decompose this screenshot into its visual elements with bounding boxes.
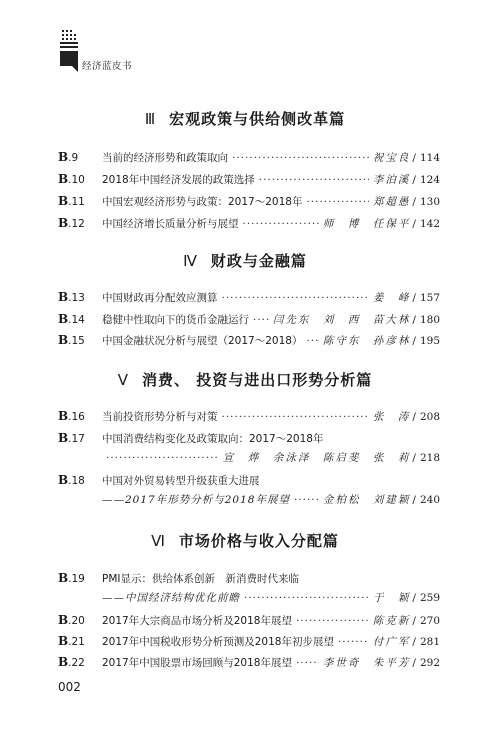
page-header xyxy=(58,28,218,78)
toc-entry[interactable]: B.22 2017年中国股票市场回顾与2018年展望 ····· 李世奇 朱平芳 / 292 xyxy=(58,652,440,672)
entry-author: 宣 烨 余泳泽 陈启斐 张 莉 xyxy=(222,452,411,464)
entry-page: 157 xyxy=(419,292,440,304)
section-numeral: Ⅵ xyxy=(151,532,165,550)
section-title-text: 消费、 投资与进出口形势分析篇 xyxy=(142,371,373,389)
entry-author: 郑超愚 xyxy=(372,196,411,208)
section-title xyxy=(40,369,450,390)
leader-dots xyxy=(253,310,269,330)
entry-code: B.9 xyxy=(58,150,79,164)
entry-title: 2017年大宗商品市场分析及2018年展望 xyxy=(102,615,292,627)
entry-page: 270 xyxy=(419,615,440,627)
leader-dots xyxy=(306,192,368,212)
toc-entry[interactable]: B.16 当前投资形势分析与对策 ····· 张 涛 / 208 xyxy=(58,406,440,426)
entry-title: 中国财政再分配效应测算 xyxy=(102,292,218,304)
entry-code: B.12 xyxy=(58,216,85,230)
toc-entry[interactable]: B.18 中国对外贸易转型升级获重大进展 ——2017年形势分析与2018年展望 ····· 金柏松 刘建颖 / 240 xyxy=(58,470,440,510)
toc-entry[interactable]: B.17 中国消费结构变化及政策取向：2017～2018年 ····· 宣 烨 余泳泽 陈启斐 张 莉 / 218 xyxy=(58,428,440,468)
entry-page: 142 xyxy=(419,218,440,230)
toc-entry[interactable]: B.12 中国经济增长质量分析与展望 ····· 师 博 任保平 / 142 xyxy=(58,213,440,233)
entry-title: 稳健中性取向下的货币金融运行 xyxy=(102,314,249,326)
entry-author: 陈守东 孙彦林 xyxy=(322,335,411,347)
entry-author: 张 涛 xyxy=(372,411,411,423)
section-title-text: 财政与金融篇 xyxy=(210,252,307,270)
entry-page: 292 xyxy=(419,657,440,669)
entry-page: 180 xyxy=(419,314,440,326)
entry-title: 2017年中国税收形势分析预测及2018年初步展望 xyxy=(102,636,334,648)
toc-entry[interactable]: B.11 中国宏观经济形势与政策：2017～2018年 ····· 郑超愚 / 130 xyxy=(58,191,440,211)
leader-dots xyxy=(222,407,369,427)
section-numeral: Ⅴ xyxy=(117,371,129,389)
section-numeral: Ⅲ xyxy=(144,110,156,128)
entry-page: 130 xyxy=(419,196,440,208)
toc-entry[interactable]: B.19 PMI显示：供给体系创新 新消费时代来临 ——中国经济结构优化前瞻 ····· 于 颖 / 259 xyxy=(58,568,440,608)
entry-author: 姜 峰 xyxy=(372,292,411,304)
section-title xyxy=(40,530,450,551)
leader-dots xyxy=(296,653,319,673)
leader-dots xyxy=(296,611,369,631)
entry-author: 付广军 xyxy=(372,636,411,648)
leader-dots xyxy=(244,588,369,608)
entry-code: B.22 xyxy=(58,655,85,669)
toc-entry[interactable]: B.13 中国财政再分配效应测算 ····· 姜 峰 / 157 xyxy=(58,287,440,307)
entry-code: B.16 xyxy=(58,409,85,423)
entry-page: 240 xyxy=(419,494,440,506)
book-stack-logo-icon xyxy=(58,28,80,76)
entry-title: 中国宏观经济形势与政策：2017～2018年 xyxy=(102,196,303,208)
toc-entry[interactable]: B.10 2018年中国经济发展的政策选择 ····· 李泊溪 / 124 xyxy=(58,169,440,189)
entry-title: 当前的经济形势和政策取向 xyxy=(102,152,228,164)
entry-code: B.19 xyxy=(58,571,85,585)
section-title xyxy=(40,108,450,129)
entry-title: 当前投资形势分析与对策 xyxy=(102,411,218,423)
entry-author: 闫先东 刘 西 苗大林 xyxy=(272,314,411,326)
entry-code: B.15 xyxy=(58,333,85,347)
leader-dots xyxy=(222,288,369,308)
entry-title: 中国金融状况分析与展望（2017～2018） xyxy=(102,335,303,347)
entry-author: 师 博 任保平 xyxy=(322,218,411,230)
entry-title: 中国经济增长质量分析与展望 xyxy=(102,218,239,230)
entry-author: 于 颖 xyxy=(372,592,411,604)
toc-entry[interactable]: B.9 当前的经济形势和政策取向 ····· 祝宝良 / 114 xyxy=(58,147,440,167)
entry-code: B.11 xyxy=(58,194,85,208)
leader-dots xyxy=(294,490,319,510)
entry-title: 2017年中国股票市场回顾与2018年展望 xyxy=(102,657,292,669)
leader-dots xyxy=(106,448,219,468)
entry-code: B.18 xyxy=(58,473,85,487)
entry-author: 金柏松 刘建颖 xyxy=(322,494,411,506)
entry-title: 2018年中国经济发展的政策选择 xyxy=(102,174,255,186)
entry-title: PMI显示：供给体系创新 新消费时代来临 xyxy=(102,573,299,585)
entry-page: 259 xyxy=(419,592,440,604)
leader-dots xyxy=(243,214,319,234)
entry-page: 281 xyxy=(419,636,440,648)
entry-code: B.21 xyxy=(58,634,85,648)
entry-code: B.14 xyxy=(58,312,85,326)
section-title-text: 市场价格与收入分配篇 xyxy=(178,532,339,550)
entry-page: 195 xyxy=(419,335,440,347)
entry-author: 陈克新 xyxy=(372,615,411,627)
page-number: 002 xyxy=(58,680,81,694)
entry-page: 218 xyxy=(419,452,440,464)
section-numeral: Ⅳ xyxy=(183,252,197,270)
entry-author: 李泊溪 xyxy=(372,174,411,186)
entry-title: 中国消费结构变化及政策取向：2017～2018年 xyxy=(102,433,324,445)
leader-dots xyxy=(338,632,369,652)
entry-page: 124 xyxy=(419,174,440,186)
leader-dots xyxy=(306,331,318,351)
entry-author: 李世奇 朱平芳 xyxy=(322,657,411,669)
section-title xyxy=(40,250,450,271)
entry-code: B.10 xyxy=(58,172,85,186)
entry-page: 208 xyxy=(419,411,440,423)
toc-entry[interactable]: B.15 中国金融状况分析与展望（2017～2018） ····· 陈守东 孙彦林 / 195 xyxy=(58,330,440,350)
toc-entry[interactable]: B.20 2017年大宗商品市场分析及2018年展望 ····· 陈克新 / 270 xyxy=(58,610,440,630)
section-title-text: 宏观政策与供给侧改革篇 xyxy=(169,110,346,128)
entry-subtitle: ——2017年形势分析与2018年展望 xyxy=(102,494,290,506)
entry-author: 祝宝良 xyxy=(372,152,411,164)
entry-code: B.17 xyxy=(58,431,85,445)
entry-title: 中国对外贸易转型升级获重大进展 xyxy=(102,475,260,487)
series-name: 经济蓝皮书 xyxy=(82,61,133,72)
entry-subtitle: ——中国经济结构优化前瞻 xyxy=(102,592,240,604)
entry-code: B.13 xyxy=(58,290,85,304)
toc-entry[interactable]: B.14 稳健中性取向下的货币金融运行 ····· 闫先东 刘 西 苗大林 / 180 xyxy=(58,309,440,329)
leader-dots xyxy=(259,170,369,190)
leader-dots xyxy=(232,148,369,168)
entry-code: B.20 xyxy=(58,613,85,627)
entry-page: 114 xyxy=(419,152,440,164)
toc-entry[interactable]: B.21 2017年中国税收形势分析预测及2018年初步展望 ····· 付广军 / 281 xyxy=(58,631,440,651)
